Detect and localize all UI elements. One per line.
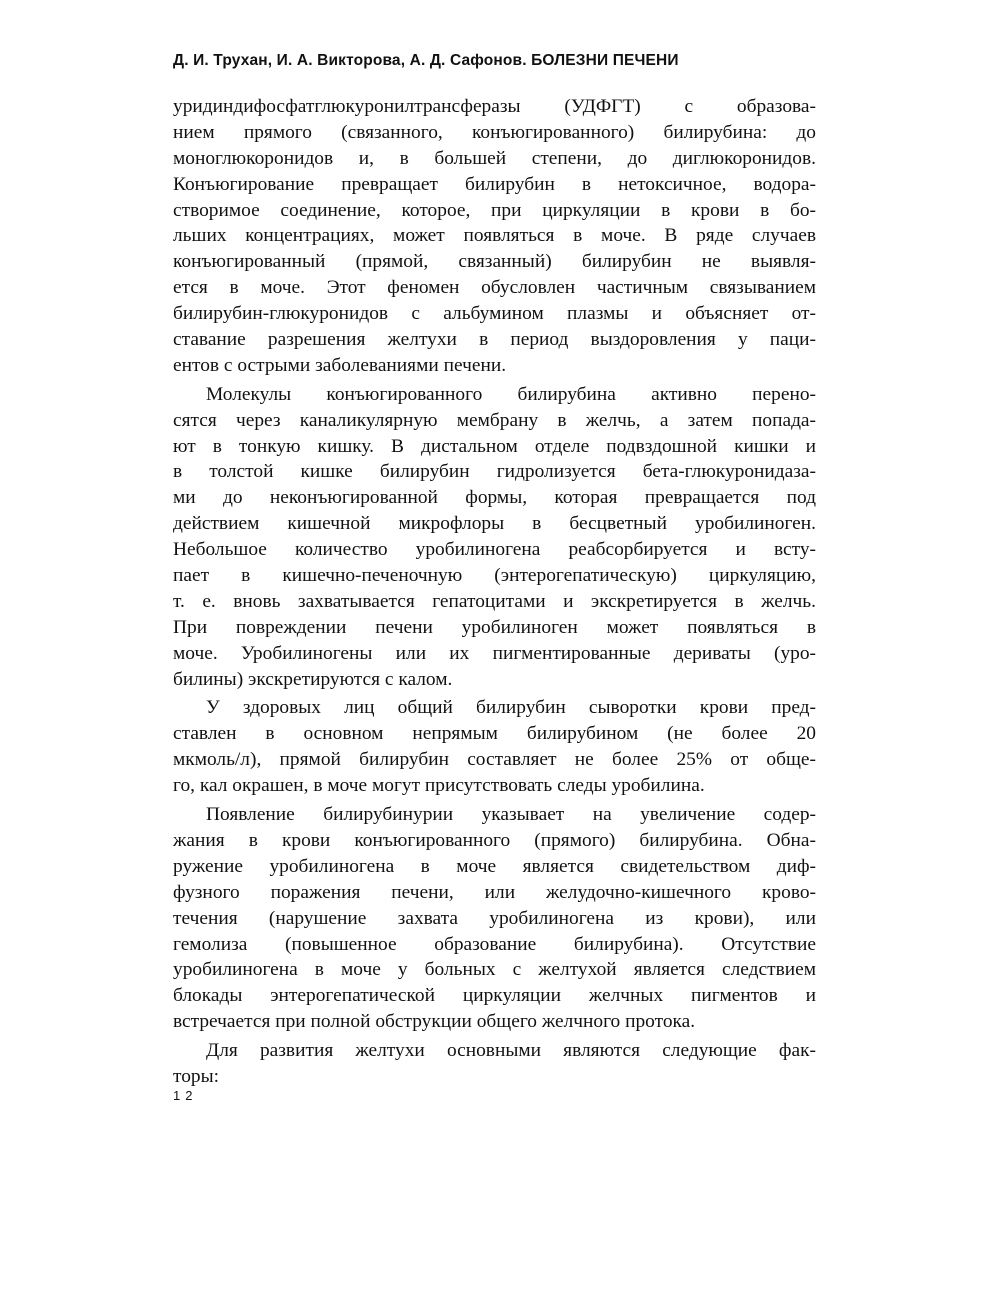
text-line: течения (нарушение захвата уробилиногена из крови), или bbox=[173, 907, 816, 929]
paragraph-5 bbox=[173, 1038, 816, 1090]
page-number: 12 bbox=[173, 1088, 198, 1103]
text-line: торы: bbox=[173, 1065, 220, 1087]
text-line: жания в крови конъюгированного (прямого) билирубина. Обна- bbox=[173, 829, 816, 851]
text-line: льших концентрациях, может появляться в моче. В ряде случаев bbox=[173, 225, 816, 247]
text-line: У здоровых лиц общий билирубин сыворотки крови пред- bbox=[206, 697, 816, 719]
text-line: фузного поражения печени, или желудочно-кишечного крово- bbox=[173, 881, 816, 903]
text-line: билирубин-глюкуронидов с альбумином плазмы и объясняет от- bbox=[173, 303, 816, 325]
text-line: ставлен в основном непрямым билирубином (не более 20 bbox=[173, 723, 816, 745]
text-line: моноглюкоронидов и, в большей степени, до диглюкоронидов. bbox=[173, 147, 816, 169]
body-text bbox=[173, 94, 816, 1093]
text-line: сятся через каналикулярную мембрану в желчь, а затем попада- bbox=[173, 409, 816, 431]
text-line: моче. Уробилиногены или их пигментированные дериваты (уро- bbox=[173, 642, 816, 664]
paragraph-4 bbox=[173, 802, 816, 1035]
text-line: уридиндифосфатглюкуронилтрансферазы (УДФГТ) с образова- bbox=[173, 96, 816, 117]
text-line: При повреждении печени уробилиноген может появляться в bbox=[173, 616, 816, 638]
text-line: ентов с острыми заболеваниями печени. bbox=[173, 354, 507, 376]
text-line: блокады энтерогепатической циркуляции желчных пигментов и bbox=[173, 985, 816, 1007]
text-line: Молекулы конъюгированного билирубина активно перено- bbox=[206, 383, 816, 405]
text-line: т. е. вновь захватывается гепатоцитами и экскретируется в желчь. bbox=[173, 590, 816, 612]
text-line: встречается при полной обструкции общего желчного протока. bbox=[173, 1011, 696, 1033]
paragraph-3 bbox=[173, 695, 816, 799]
text-line: гемолиза (повышенное образование билирубина). Отсутствие bbox=[173, 933, 816, 955]
text-line: Появление билирубинурии указывает на увеличение содер- bbox=[206, 804, 816, 826]
text-line: Для развития желтухи основными являются следующие фак- bbox=[206, 1040, 816, 1062]
text-line: пает в кишечно-печеночную (энтерогепатическую) циркуляцию, bbox=[173, 565, 816, 587]
text-line: Конъюгирование превращает билирубин в нетоксичное, водора- bbox=[173, 173, 816, 195]
text-line: го, кал окрашен, в моче могут присутствовать следы уробилина. bbox=[173, 775, 705, 797]
text-line: Небольшое количество уробилиногена реабсорбируется и всту- bbox=[173, 539, 816, 561]
text-line: нием прямого (связанного, конъюгированного) билирубина: до bbox=[173, 121, 816, 143]
text-line: действием кишечной микрофлоры в бесцветный уробилиноген. bbox=[173, 513, 816, 535]
paragraph-2 bbox=[173, 382, 816, 693]
text-line: уробилиногена в моче у больных с желтухой является следствием bbox=[173, 959, 816, 981]
text-line: ставание разрешения желтухи в период выздоровления у паци- bbox=[173, 329, 816, 351]
text-line: ется в моче. Этот феномен обусловлен частичным связыванием bbox=[173, 277, 816, 299]
text-line: ружение уробилиногена в моче является свидетельством диф- bbox=[173, 855, 816, 877]
running-header: Д. И. Трухан, И. А. Викторова, А. Д. Сафонов. БОЛЕЗНИ ПЕЧЕНИ bbox=[173, 52, 679, 69]
text-line: билины) экскретируются с калом. bbox=[173, 668, 453, 690]
paragraph-1 bbox=[173, 94, 816, 379]
text-line: мкмоль/л), прямой билирубин составляет не более 25% от обще- bbox=[173, 749, 816, 771]
text-line: створимое соединение, которое, при циркуляции в крови в бо- bbox=[173, 199, 816, 221]
text-line: ют в тонкую кишку. В дистальном отделе подвздошной кишки и bbox=[173, 435, 816, 457]
text-line: ми до неконъюгированной формы, которая превращается под bbox=[173, 487, 816, 509]
text-line: конъюгированный (прямой, связанный) билирубин не выявля- bbox=[173, 251, 816, 273]
text-line: в толстой кишке билирубин гидролизуется бета-глюкуронидаза- bbox=[173, 461, 816, 483]
